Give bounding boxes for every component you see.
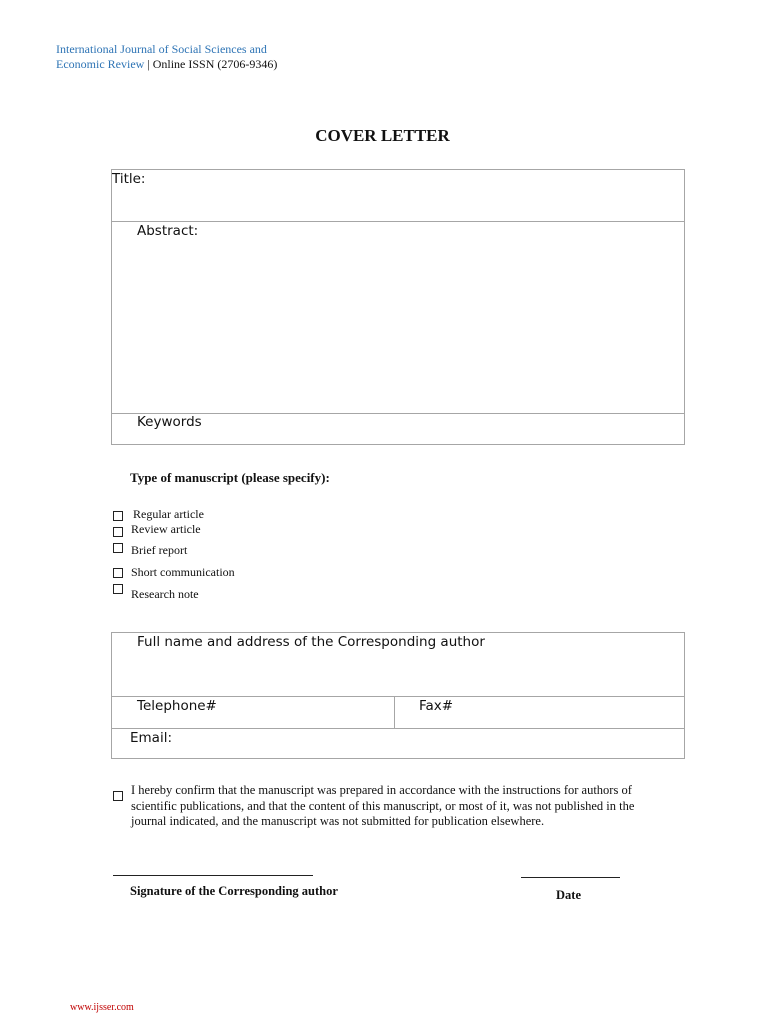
journal-name-line1: International Journal of Social Sciences and [56,42,267,56]
fullname-label: Full name and address of the Corresponding author [137,634,485,650]
checkbox[interactable] [113,527,123,537]
checkbox[interactable] [113,584,123,594]
fax-field[interactable] [395,697,684,728]
option-label: Brief report [131,543,188,557]
title-field[interactable] [112,170,684,221]
journal-issn: | Online ISSN (2706-9346) [144,56,278,71]
journal-name-line2 [56,57,277,72]
checkbox[interactable] [113,511,123,521]
option-label: Research note [131,587,199,601]
footer-website[interactable]: www.ijsser.com [70,1002,134,1013]
journal-header [56,42,277,71]
keywords-label: Keywords [137,414,202,430]
confirmation-text: I hereby confirm that the manuscript was prepared in accordance with the instructions for authors of scientific publications, and that the content of this manuscript, or most of it, was not published in the journal indicated, and the manuscript was not submitted for publication elsewhere. [131,783,635,828]
telephone-label: Telephone# [137,698,217,714]
title-label: Title: [112,171,146,187]
option-label: Review article [131,522,201,536]
date-line [521,877,620,878]
signature-label: Signature of the Corresponding author [130,884,338,898]
document-title: COVER LETTER [315,126,450,145]
option-label: Short communication [131,565,235,579]
checkbox[interactable] [113,568,123,578]
fullname-field[interactable] [112,633,684,696]
journal-name-blue: Economic Review [56,56,145,71]
email-field[interactable] [112,728,684,758]
keywords-field[interactable] [112,413,684,444]
manuscript-info-box [111,169,685,445]
option-label: Regular article [133,507,204,521]
abstract-label: Abstract: [137,223,199,239]
corresponding-author-box [111,632,685,759]
confirmation-checkbox[interactable] [113,791,123,801]
telephone-field[interactable] [112,697,395,728]
fax-label: Fax# [419,698,454,714]
manuscript-type-heading: Type of manuscript (please specify): [130,470,330,485]
date-label: Date [556,888,581,902]
signature-line [113,875,313,876]
checkbox[interactable] [113,543,123,553]
phone-fax-row [112,696,684,728]
email-label: Email: [130,730,173,746]
abstract-field[interactable] [112,221,684,413]
